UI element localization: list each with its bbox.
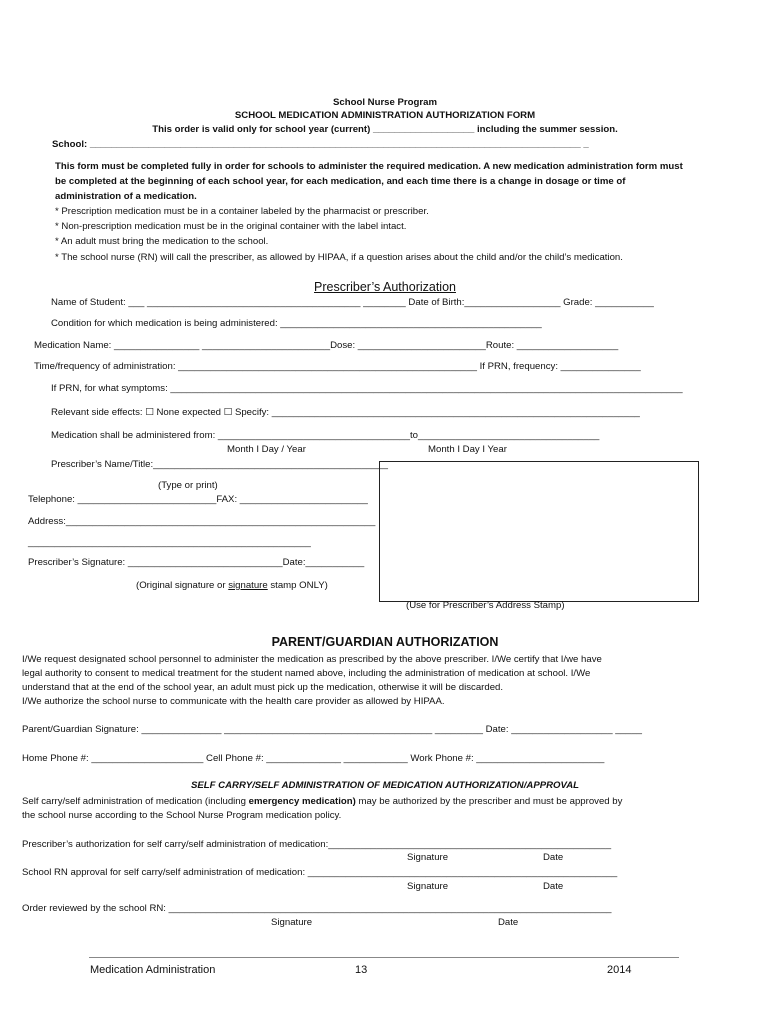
- rn-review-field[interactable]: Order reviewed by the school RN: ___________________________________________________________________________________: [22, 903, 612, 914]
- selfcarry-text-line-2: the school nurse according to the School Nurse Program medication policy.: [22, 810, 342, 821]
- administration-dates-field[interactable]: Medication shall be administered from: ____________________________________to__________________________________: [51, 430, 600, 441]
- footer-year: 2014: [607, 964, 632, 976]
- phone-numbers-field[interactable]: Home Phone #: _____________________ Cell Phone #: ______________ ____________ Work Phone #: ________________________: [22, 753, 605, 764]
- prescriber-heading: Prescriber’s Authorization: [314, 280, 456, 294]
- form-title: SCHOOL MEDICATION ADMINISTRATION AUTHORIZATION FORM: [234, 110, 536, 121]
- intro-line-3: administration of a medication.: [55, 191, 197, 202]
- signature-label: Signature: [407, 852, 449, 863]
- prescriber-selfcarry-field[interactable]: Prescriber’s authorization for self carry/self administration of medication:_____________________________________________________: [22, 839, 612, 850]
- bullet-prescription: * Prescription medication must be in a container labeled by the pharmacist or prescriber.: [55, 206, 429, 217]
- signature-label: Signature: [271, 917, 313, 928]
- signature-label: Signature: [407, 881, 449, 892]
- selfcarry-heading: SELF CARRY/SELF ADMINISTRATION OF MEDICATION AUTHORIZATION/APPROVAL: [190, 780, 579, 791]
- student-info-field[interactable]: Name of Student: ___ ________________________________________ ________ Date of Birth:__________________ Grade: ___________: [51, 297, 654, 308]
- valid-line: This order is valid only for school year (current) ___________________ including the summer session.: [152, 124, 618, 135]
- intro-line-2: be completed at the beginning of each school year, for each medication, and each time there is a change in dosage or time of: [55, 176, 626, 187]
- medication-field[interactable]: Medication Name: ________________ ________________________Dose: ________________________Route: ___________________: [34, 340, 619, 351]
- rn-approval-field[interactable]: School RN approval for self carry/self administration of medication: __________________________________________________________: [22, 867, 618, 878]
- date-label: Date: [498, 917, 519, 928]
- date-label: Date: [543, 881, 564, 892]
- footer-rule: [89, 957, 679, 958]
- time-frequency-field[interactable]: Time/frequency of administration: ________________________________________________________ If PRN, frequency: _______________: [34, 361, 641, 372]
- telephone-fax-field[interactable]: Telephone: __________________________FAX: ________________________: [28, 494, 368, 505]
- parent-signature-field[interactable]: Parent/Guardian Signature: _______________ _______________________________________ _________ Date: ___________________ _____: [22, 724, 642, 735]
- program-name: School Nurse Program: [333, 97, 437, 108]
- school-field[interactable]: School: ____________________________________________________________________________________________ _: [52, 139, 589, 150]
- page-number: 13: [355, 964, 368, 976]
- intro-line-1: This form must be completed fully in order for schools to administer the required medication. A new medication administration form must: [55, 161, 683, 172]
- bullet-adult: * An adult must bring the medication to the school.: [55, 236, 269, 247]
- date-label: Date: [543, 852, 564, 863]
- end-date-label: Month I Day I Year: [428, 444, 507, 455]
- footer-title: Medication Administration: [90, 964, 216, 976]
- parent-heading: PARENT/GUARDIAN AUTHORIZATION: [271, 635, 499, 649]
- parent-text-line-1: I/We request designated school personnel to administer the medication as prescribed by the above prescriber. I/We certify that I/we have: [22, 654, 602, 665]
- condition-field[interactable]: Condition for which medication is being administered: _________________________________________________: [51, 318, 542, 329]
- bullet-nurse: * The school nurse (RN) will call the prescriber, as allowed by HIPAA, if a question arises about the child and/or the child’s medication.: [55, 252, 623, 263]
- type-or-print-label: (Type or print): [158, 480, 218, 491]
- original-signature-note: (Original signature or signature stamp ONLY): [136, 580, 328, 591]
- selfcarry-text-line-1: Self carry/self administration of medication (including emergency medication) may be authorized by the prescriber and must be approved by: [22, 796, 623, 807]
- stamp-box-caption: (Use for Prescriber’s Address Stamp): [406, 600, 565, 611]
- prescriber-name-field[interactable]: Prescriber’s Name/Title:____________________________________________: [51, 459, 388, 470]
- prescriber-signature-field[interactable]: Prescriber’s Signature: _____________________________Date:___________: [28, 557, 365, 568]
- bullet-nonprescription: * Non-prescription medication must be in the original container with the label intact.: [55, 221, 407, 232]
- address-field-line-2[interactable]: _____________________________________________________: [28, 537, 311, 548]
- side-effects-field[interactable]: Relevant side effects: ☐ None expected ☐ Specify: _____________________________________________________________________: [51, 407, 640, 418]
- parent-text-line-4: I/We authorize the school nurse to communicate with the health care provider as allowed by HIPAA.: [22, 696, 445, 707]
- address-stamp-box[interactable]: [379, 461, 699, 602]
- start-date-label: Month I Day / Year: [227, 444, 306, 455]
- prn-symptoms-field[interactable]: If PRN, for what symptoms: ________________________________________________________________________________________________: [51, 383, 683, 394]
- parent-text-line-2: legal authority to consent to medical treatment for the student named above, including the administration of medication at school. I/We: [22, 668, 591, 679]
- parent-text-line-3: understand that at the end of the school year, an adult must pick up the medication, otherwise it will be discarded.: [22, 682, 504, 693]
- address-field[interactable]: Address:__________________________________________________________: [28, 516, 376, 527]
